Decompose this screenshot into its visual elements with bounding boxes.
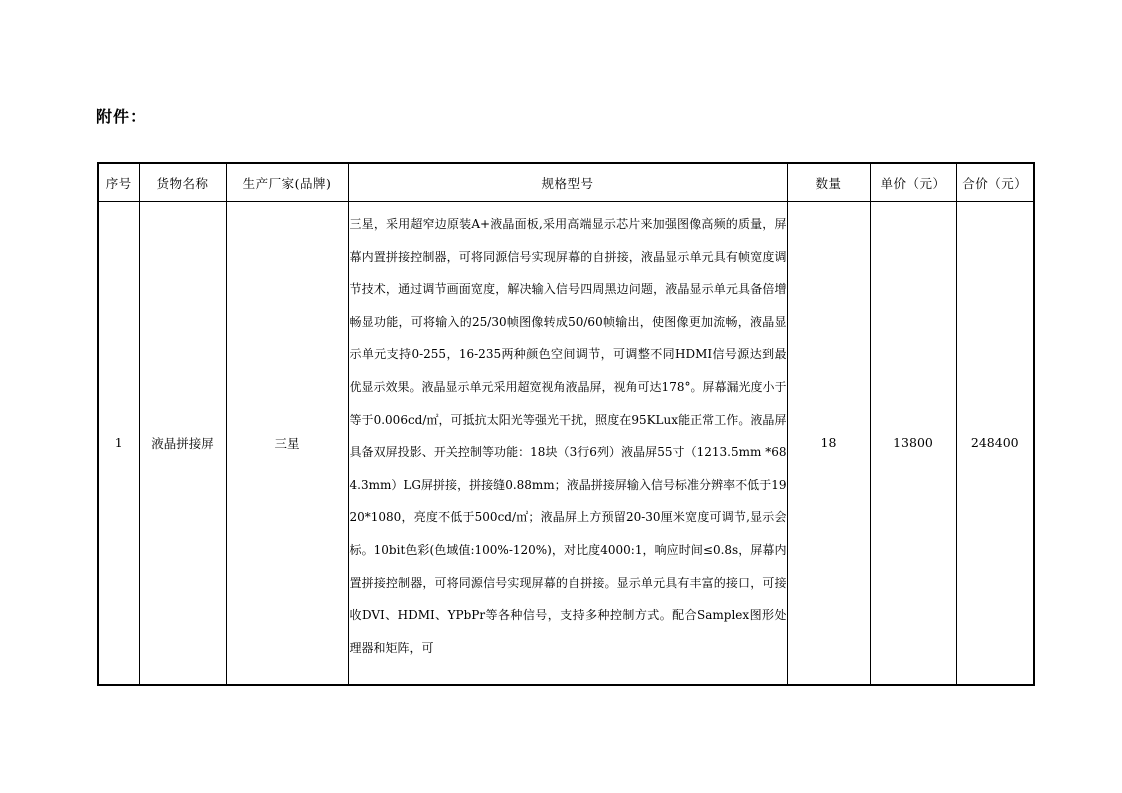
spec-text: 三星，采用超窄边原装A+液晶面板,采用高端显示芯片来加强图像高频的质量，屏幕内置拼接控制器，可将同源信号实现屏幕的自拼接，液晶显示单元具有帧宽度调节技术，通过调节画面宽度，解决输入信号四周黑边问题，液晶显示单元具备倍增畅显功能，可将输入的25/30帧图像转成50/60帧输出，使图像更加流畅，液晶显示单元支持0-255，16-235两种颜色空间调节，可调整不同HDMI信号源达到最优显示效果。液晶显示单元采用超宽视角液晶屏，视角可达178°。屏幕漏光度小于等于0.006cd/㎡，可抵抗太阳光等强光干扰，照度在95KLux能正常工作。液晶屏具备双屏投影、开关控制等功能：18块（3行6列）液晶屏55寸（1213.5mm *684.3mm）LG屏拼接，拼接缝0.88mm；液晶拼接屏输入信号标准分辨率不低于1920*1080，亮度不低于500cd/㎡；液晶屏上方预留20-30厘米宽度可调节,显示会标。10bit色彩(色域值:100%-120%)，对比度4000:1，响应时间≤0.8s，屏幕内置拼接控制器，可将同源信号实现屏幕的自拼接。显示单元具有丰富的接口，可接收DVI、HDMI、YPbPr等各种信号，支持多种控制方式。配合Samplex图形处理器和矩阵，可: [349, 217, 787, 655]
cell-quantity: 18: [787, 202, 870, 685]
table-row: [98, 202, 1034, 685]
attachment-heading: 附件：: [96, 107, 148, 126]
goods-table: [97, 162, 1035, 686]
header-goods-name: 货物名称: [139, 163, 226, 202]
cell-seq: 1: [98, 202, 139, 685]
cell-brand: 三星: [226, 202, 348, 685]
header-seq: 序号: [98, 163, 139, 202]
header-unit-price: 单价（元）: [870, 163, 956, 202]
cell-total-price: 248400: [956, 202, 1034, 685]
header-spec-model: 规格型号: [348, 163, 787, 202]
cell-unit-price: 13800: [870, 202, 956, 685]
header-quantity: 数量: [787, 163, 870, 202]
table-header-row: [98, 163, 1034, 202]
cell-goods-name: 液晶拼接屏: [139, 202, 226, 685]
cell-spec: [348, 202, 787, 685]
header-manufacturer-brand: 生产厂家(品牌): [226, 163, 348, 202]
header-total-price: 合价（元）: [956, 163, 1034, 202]
